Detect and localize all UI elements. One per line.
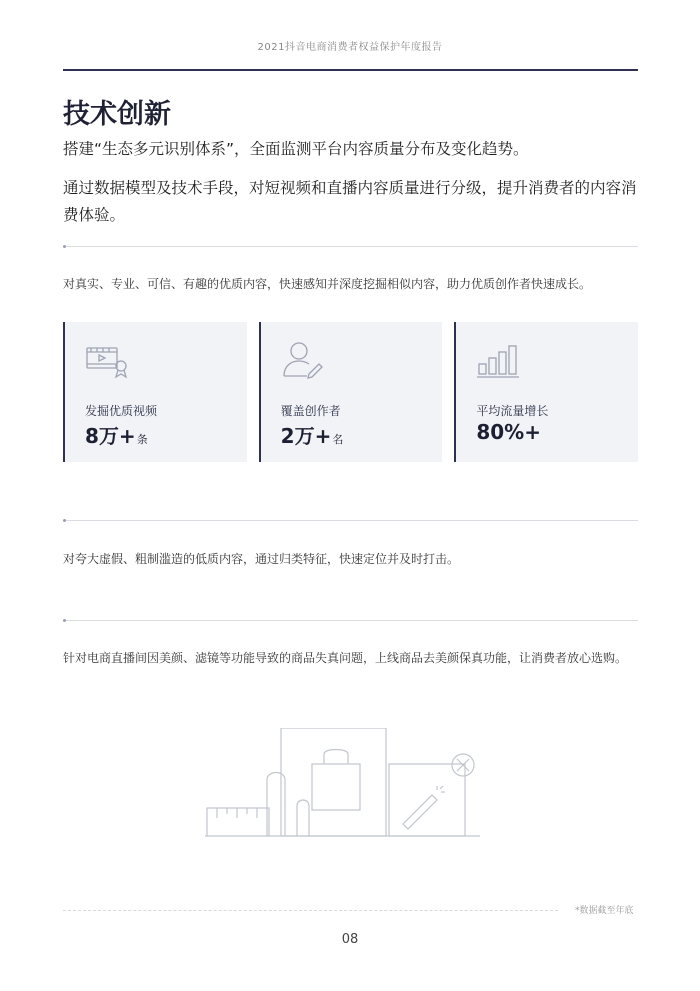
- creator-icon: [281, 340, 325, 380]
- stat-number: 8万+: [85, 424, 136, 448]
- section-title: 技术创新: [63, 99, 171, 130]
- footer-rule: [63, 910, 558, 911]
- stat-unit: 条: [136, 433, 148, 446]
- stat-label: 发掘优质视频: [85, 404, 158, 418]
- shopping-line-illustration: [205, 728, 480, 840]
- lead-paragraph-2: 通过数据模型及技术手段，对短视频和直播内容质量进行分级，提升消费者的内容消费体验。: [63, 179, 637, 224]
- divider-dot: [63, 245, 66, 248]
- stat-card-creators: [259, 322, 443, 462]
- stat-card-videos: [63, 322, 247, 462]
- quality-content-paragraph: 对真实、专业、可信、有趣的优质内容，快速感知并深度挖掘相似内容，助力优质创作者快速成长。: [63, 277, 592, 291]
- stat-unit: 名: [332, 433, 344, 446]
- stats-row: [63, 322, 638, 462]
- divider: [63, 620, 638, 621]
- video-award-icon: [85, 340, 129, 380]
- data-footnote: *数据截至年底: [575, 906, 634, 916]
- stat-value: [476, 420, 542, 444]
- running-header: 2021抖音电商消费者权益保护年度报告: [257, 42, 443, 53]
- stat-value: [281, 420, 344, 449]
- low-quality-paragraph: 对夸大虚假、粗制滥造的低质内容，通过归类特征，快速定位并及时打击。: [63, 552, 460, 566]
- divider-dot: [63, 519, 66, 522]
- stat-card-traffic: [454, 322, 638, 462]
- bar-growth-icon: [476, 340, 520, 380]
- stat-value: [85, 420, 148, 449]
- beauty-filter-paragraph: 针对电商直播间因美颜、滤镜等功能导致的商品失真问题，上线商品去美颜保真功能，让消费者放心选购。: [63, 651, 628, 665]
- stat-number: 2万+: [280, 424, 332, 448]
- header-rule: [63, 69, 638, 71]
- stat-label: 覆盖创作者: [280, 404, 341, 418]
- divider: [63, 520, 638, 521]
- page-number: 08: [341, 932, 359, 947]
- divider-dot: [63, 619, 66, 622]
- stat-number: 80%+: [476, 420, 541, 444]
- divider: [63, 246, 638, 247]
- stat-label: 平均流量增长: [476, 404, 549, 418]
- lead-paragraph-1: 搭建“生态多元识别体系”，全面监测平台内容质量分布及变化趋势。: [63, 140, 529, 158]
